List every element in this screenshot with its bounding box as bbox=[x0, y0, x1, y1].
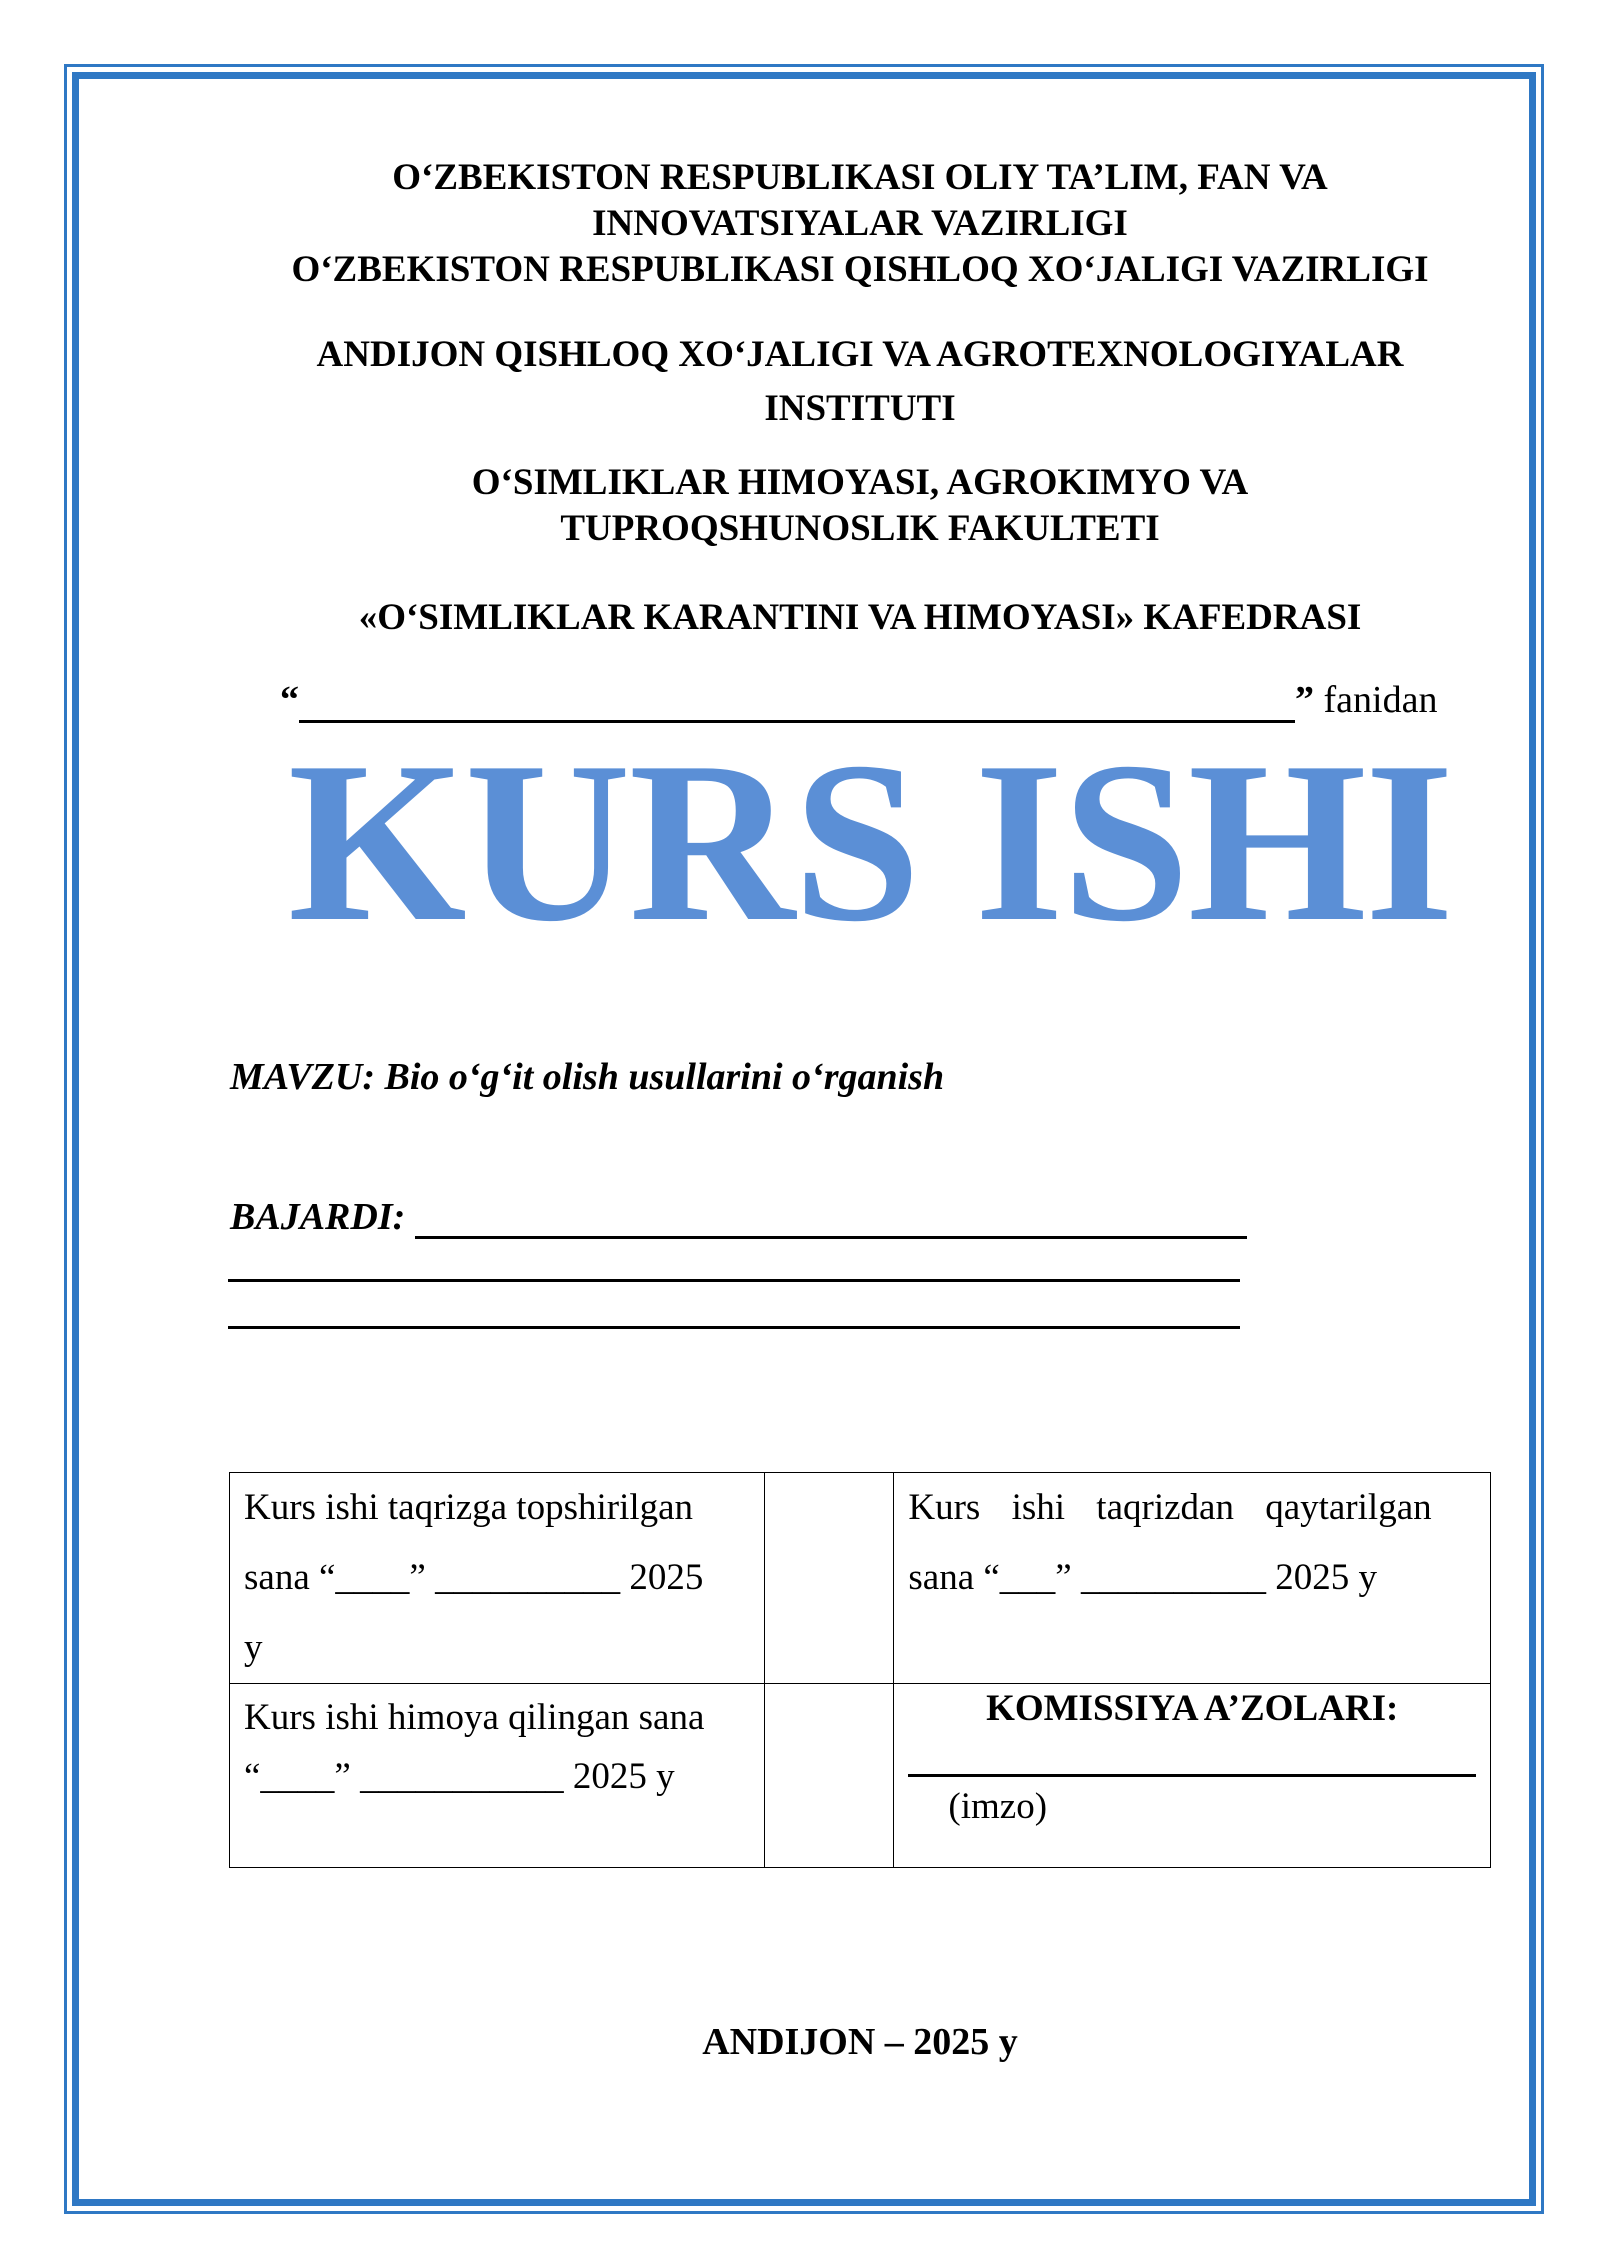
submitted-line1: Kurs ishi taqrizga topshirilgan bbox=[244, 1487, 694, 1528]
ministry1-line1: O‘ZBEKISTON RESPUBLIKASI OLIY TA’LIM, FAN VA bbox=[392, 157, 1328, 198]
place-and-year: ANDIJON – 2025 y bbox=[702, 2021, 1018, 2063]
defended-line1: Kurs ishi himoya qilingan sana bbox=[244, 1697, 705, 1738]
department: «O‘SIMLIKLAR KARANTINI VA HIMOYASI» KAFEDRASI bbox=[358, 597, 1362, 638]
topic-row bbox=[230, 1055, 944, 1099]
defended-line2: “____” ___________ 2025 y bbox=[244, 1756, 675, 1797]
ministry-header bbox=[60, 155, 1600, 293]
empty-cell bbox=[764, 1684, 894, 1868]
empty-cell bbox=[764, 1473, 894, 1684]
topic-label: MAVZU: bbox=[230, 1056, 375, 1098]
table-row bbox=[230, 1684, 1491, 1868]
returned-line2: sana “___” __________ 2025 y bbox=[908, 1557, 1377, 1598]
submitted-line3: y bbox=[244, 1627, 263, 1668]
subject-close-quote: ” bbox=[1295, 679, 1314, 721]
review-table bbox=[229, 1472, 1491, 1868]
subject-open-quote: “ bbox=[280, 679, 299, 721]
commission-cell bbox=[894, 1684, 1491, 1868]
commission-label: KOMISSIYA A’ZOLARI: bbox=[986, 1688, 1399, 1729]
document-title: KURS ISHI bbox=[287, 714, 1453, 969]
author-blank-line-2[interactable] bbox=[228, 1279, 1240, 1282]
institute-header bbox=[60, 328, 1600, 436]
faculty-line2: TUPROQSHUNOSLIK FAKULTETI bbox=[560, 508, 1160, 549]
author-label: BAJARDI: bbox=[230, 1196, 406, 1238]
returned-line1: Kurs ishi taqrizdan qaytarilgan bbox=[908, 1487, 1432, 1528]
faculty-line1: O‘SIMLIKLAR HIMOYASI, AGROKIMYO VA bbox=[471, 462, 1249, 503]
signature-label: (imzo) bbox=[948, 1786, 1048, 1827]
ministry2: O‘ZBEKISTON RESPUBLIKASI QISHLOQ XO‘JALIGI VAZIRLIGI bbox=[291, 249, 1429, 290]
submitted-line2: sana “____” __________ 2025 bbox=[244, 1557, 704, 1598]
author-blank-line-3[interactable] bbox=[228, 1326, 1240, 1329]
signature-line[interactable] bbox=[908, 1734, 1476, 1777]
institute-line1: ANDIJON QISHLOQ XO‘JALIGI VA AGROTEXNOLOGIYALAR bbox=[316, 334, 1404, 375]
returned-cell bbox=[894, 1473, 1491, 1684]
author-row bbox=[230, 1195, 1247, 1239]
faculty-header bbox=[60, 460, 1600, 552]
author-blank-line-1[interactable] bbox=[415, 1198, 1247, 1239]
table-row bbox=[230, 1473, 1491, 1684]
department-header bbox=[60, 595, 1600, 641]
ministry1-line2: INNOVATSIYALAR VAZIRLIGI bbox=[592, 203, 1128, 244]
submitted-cell bbox=[230, 1473, 765, 1684]
subject-suffix: fanidan bbox=[1323, 679, 1438, 721]
defended-cell bbox=[230, 1684, 765, 1868]
topic-value: Bio o‘g‘it olish usullarini o‘rganish bbox=[384, 1056, 945, 1098]
institute-line2: INSTITUTI bbox=[764, 388, 956, 429]
